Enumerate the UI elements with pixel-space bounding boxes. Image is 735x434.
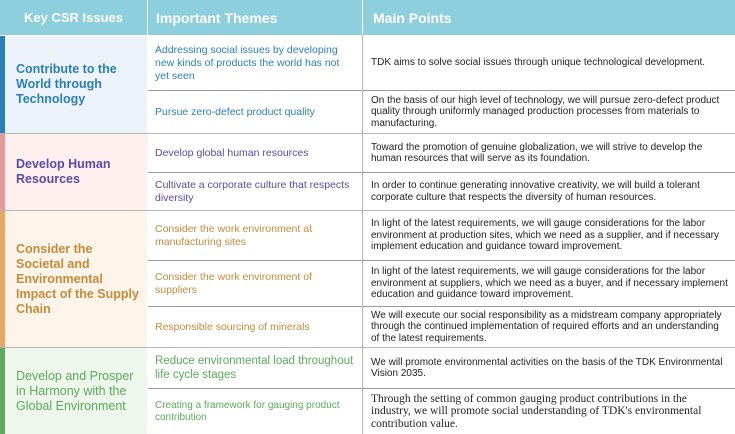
theme-cell: Cultivate a corporate culture that respects diversity <box>155 178 350 204</box>
header-separator <box>362 0 363 35</box>
header-important-themes: Important Themes <box>148 0 362 35</box>
issue-label: Develop and Prosper in Harmony with the Global Environment <box>16 368 134 413</box>
issue-color-bar <box>0 134 5 210</box>
point-cell: Toward the promotion of genuine globalization, we will strive to develop the human resources that will serve as its foundation. <box>371 141 703 164</box>
point-cell: In light of the latest requirements, we will gauge considerations for the labor environment at production sites, which we need as a supplier, and if necessary implement education and guidance toward improvement. <box>371 218 719 253</box>
point-cell: In order to continue generating innovative creativity, we will build a tolerant corporate culture that respects the diversity of human resources. <box>371 180 700 203</box>
theme-cell: Pursue zero-defect product quality <box>155 105 315 118</box>
point-cell: On the basis of our high level of technology, we will pursue zero-defect product quality through uniformly managed production processes from materials to manufacturing. <box>371 94 720 129</box>
theme-cell: Responsible sourcing of minerals <box>155 320 310 333</box>
header-separator <box>147 0 148 35</box>
header-main-points: Main Points <box>363 0 735 35</box>
point-cell: We will promote environmental activities on the basis of the TDK Environmental Vision 2035. <box>371 356 723 379</box>
issue-label: Consider the Societal and Environmental Impact of the Supply Chain <box>16 241 139 316</box>
column-divider <box>362 35 363 434</box>
issue-color-bar <box>0 36 5 133</box>
point-cell: We will execute our social responsibility as a midstream company appropriately through the continued implementation of required efforts and an understanding of the latest requirements. <box>371 309 722 344</box>
theme-cell: Consider the work environment at manufacturing sites <box>155 222 312 248</box>
theme-cell: Creating a framework for gauging product contribution <box>155 399 340 423</box>
point-cell: TDK aims to solve social issues through unique technological development. <box>371 57 706 69</box>
issue-label: Contribute to the World through Technology <box>16 62 117 106</box>
issue-label: Develop Human Resources <box>16 157 111 186</box>
theme-cell: Addressing social issues by developing new kinds of products the world has not yet seen <box>155 43 340 82</box>
theme-cell: Develop global human resources <box>155 146 309 159</box>
point-cell: Through the setting of common gauging product contributions in the industry, we will promote social understanding of TDK's environmental contribution value. <box>371 392 702 430</box>
issue-supply-chain <box>0 211 147 347</box>
issue-technology <box>0 36 147 133</box>
theme-cell: Reduce environmental load throughout life cycle stages <box>155 355 354 381</box>
issue-global-environment <box>0 348 147 434</box>
header-key-csr-issues: Key CSR Issues <box>0 0 147 35</box>
issue-color-bar <box>0 211 5 347</box>
issue-human-resources <box>0 134 147 210</box>
theme-cell: Consider the work environment of suppliers <box>155 270 312 296</box>
issue-color-bar <box>0 348 5 434</box>
point-cell: In light of the latest requirements, we will gauge considerations for the labor environment at suppliers, which we need as a buyer, and if necessary implement education and guidance toward improvement. <box>371 266 728 301</box>
